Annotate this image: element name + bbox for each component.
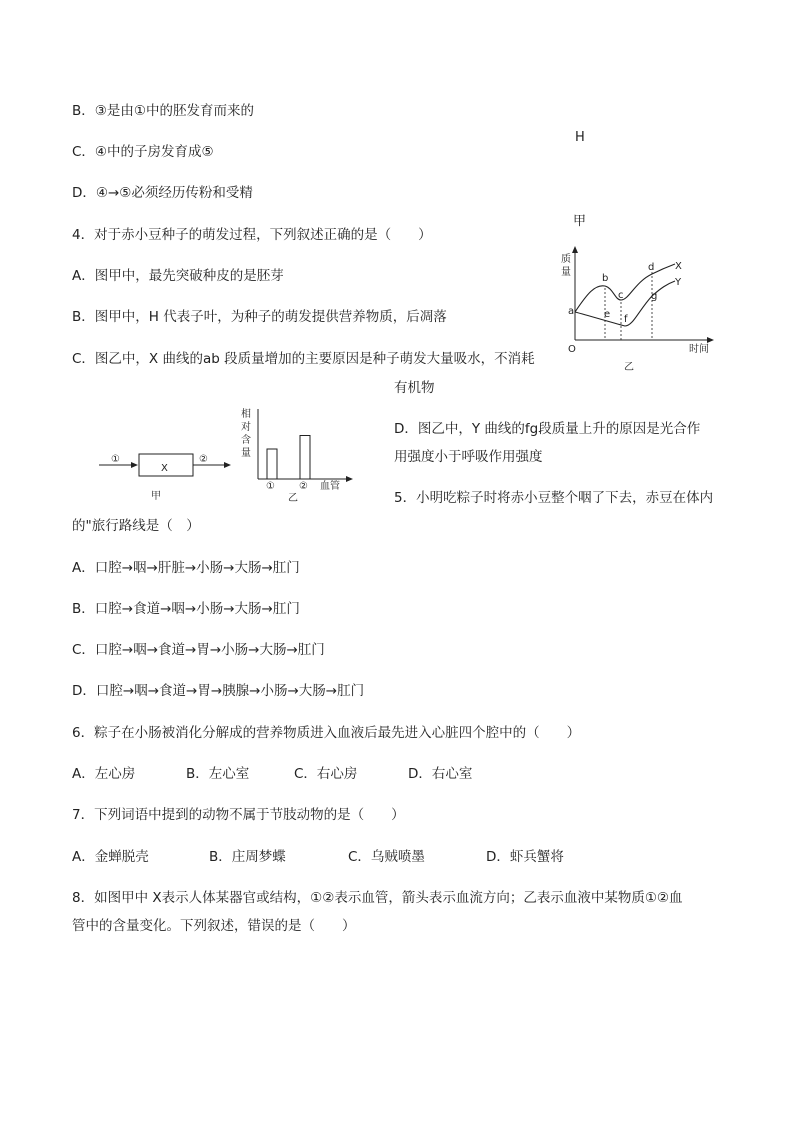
q4-option-d-line1: D．图乙中，Y 曲线的fg段质量上升的原因是光合作 [394,421,701,437]
q7-option-c: C．乌贼喷墨 [348,849,425,865]
figure-label-h: H [575,130,585,145]
bar-ylabel-3: 含 [241,435,251,446]
graph-caption: 乙 [624,362,634,373]
bar-ylabel-1: 相 [241,409,251,420]
point-a: a [568,306,575,317]
bar-vessel-1 [267,449,277,479]
bar-x-arrow [346,476,353,482]
q6-option-c: C．右心房 [294,766,358,782]
figure-caption-yi: 乙 [288,493,298,504]
flow-in-arrowhead [131,462,138,468]
bar-ylabel-2: 对 [241,422,251,433]
q4-stem: 4．对于赤小豆种子的萌发过程，下列叙述正确的是（ ） [72,227,432,243]
graph-ylabel-1: 质 [561,254,571,265]
q5-option-c: C．口腔→咽→食道→胃→小肠→大肠→肛门 [72,642,325,658]
blood-flow-figure [95,405,385,510]
q4-option-c-line2: 有机物 [394,380,435,396]
figure-label-jia: 甲 [573,214,587,229]
q5-stem-line1: 5．小明吃粽子时将赤小豆整个咽了下去，赤豆在体内 [394,490,714,506]
curve-x-label: X [675,261,682,272]
point-f: f [624,314,628,325]
flow-out-arrowhead [224,462,231,468]
q5-stem-line2: 的"旅行路线是（ ） [72,518,200,534]
q7-option-d: D．虾兵蟹将 [486,849,564,865]
graph-ylabel-2: 量 [561,267,571,278]
q7-option-b: B．庄周梦蝶 [209,849,286,865]
point-g: g [651,291,658,302]
bar-ylabel-4: 量 [241,448,251,459]
point-b: b [602,273,609,284]
q6-stem: 6．粽子在小肠被消化分解成的营养物质进入血液后最先进入心脏四个腔中的（ ） [72,725,581,741]
graph-xlabel: 时间 [689,344,709,355]
curve-y-label: Y [675,277,682,288]
q4-option-c-line1: C．图乙中，X 曲线的ab 段质量增加的主要原因是种子萌发大量吸水，不消耗 [72,351,535,367]
q7-stem: 7．下列词语中提到的动物不属于节肢动物的是（ ） [72,807,405,823]
q6-options [72,765,472,783]
flow-in-label: ① [111,454,120,465]
flow-out-label: ② [199,454,208,465]
q7-option-a: A．金蝉脱壳 [72,849,149,865]
q7-options [72,848,564,866]
point-e: e [604,309,611,320]
curve-x [575,264,675,312]
q6-option-a: A．左心房 [72,766,136,782]
q8-stem-line1: 8．如图甲中 X表示人体某器官或结构，①②表示血管，箭头表示血流方向；乙表示血液中某物质①②血 [72,890,683,906]
q8-stem-line2: 管中的含量变化。下列叙述，错误的是（ ） [72,918,356,934]
q4-option-d-line2: 用强度小于呼吸作用强度 [394,449,543,465]
q4-option-a: A．图甲中，最先突破种皮的是胚芽 [72,268,284,284]
q5-option-d: D．口腔→咽→食道→胃→胰腺→小肠→大肠→肛门 [72,683,365,699]
bar-tick-2: ② [299,481,308,492]
bar-tick-1: ① [266,481,275,492]
q6-option-d: D．右心室 [408,766,473,782]
point-c: c [618,290,624,301]
figure-caption-jia: 甲 [151,491,161,502]
q5-option-a: A．口腔→咽→肝脏→小肠→大肠→肛门 [72,560,300,576]
bar-vessel-2 [300,436,310,480]
point-d: d [648,262,655,273]
q4-option-b: B．图甲中，H 代表子叶，为种子的萌发提供营养物质，后凋落 [72,309,447,325]
q3-option-d: D．④→⑤必须经历传粉和受精 [72,185,253,201]
q5-option-b: B．口腔→食道→咽→小肠→大肠→肛门 [72,601,300,617]
q6-option-b: B．左心室 [186,766,250,782]
organ-x-label: X [161,463,168,474]
graph-y-arrow [572,246,578,253]
graph-origin: O [568,344,576,355]
q3-option-c: C．④中的子房发育成⑤ [72,144,214,160]
q3-option-b: B．③是由①中的胚发育而来的 [72,103,254,119]
graph-x-arrow [707,337,714,343]
mass-time-graph [555,244,725,374]
bar-xlabel: 血管 [320,481,340,492]
